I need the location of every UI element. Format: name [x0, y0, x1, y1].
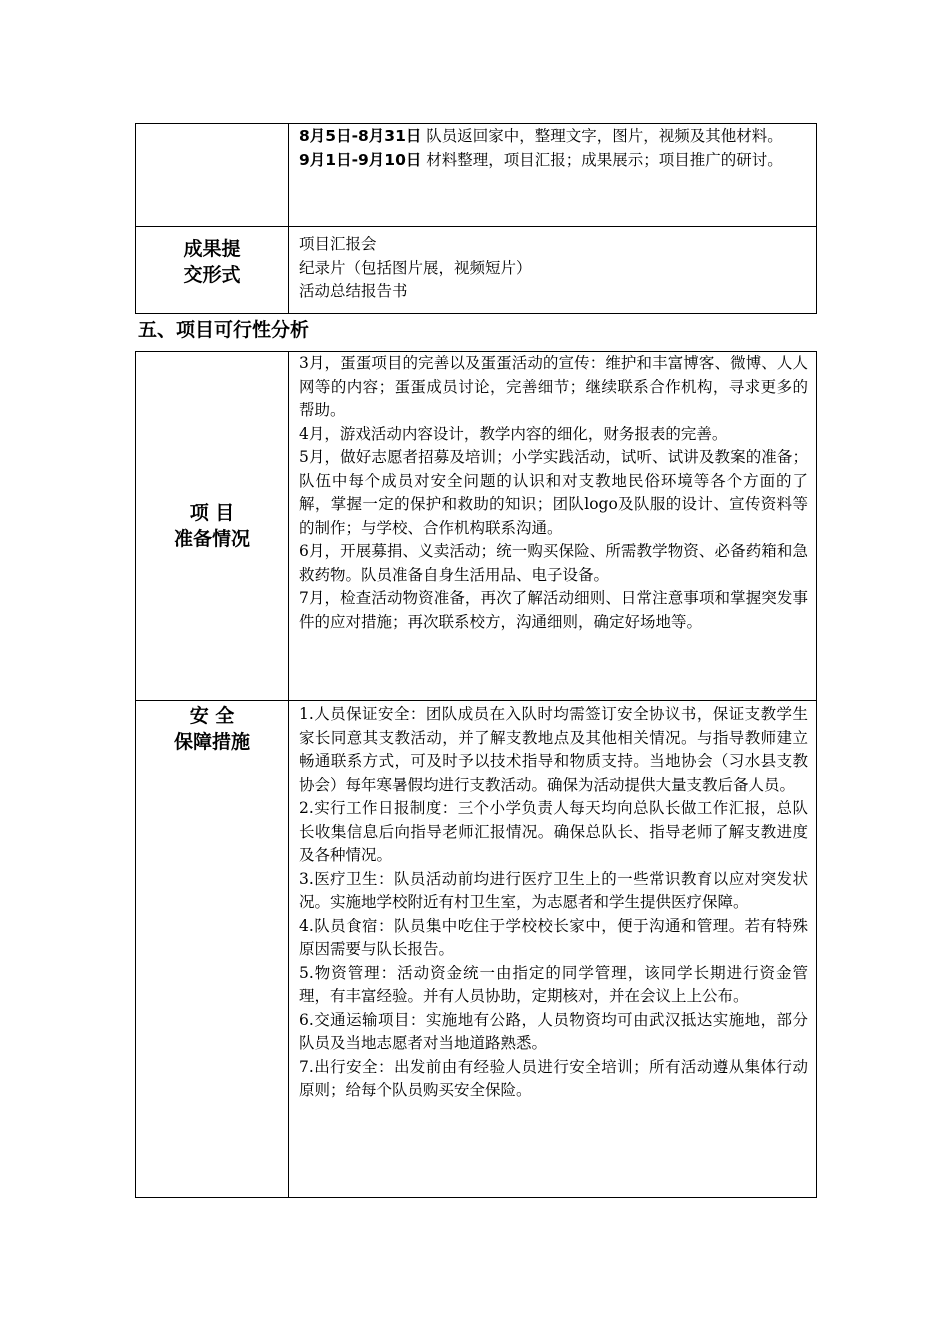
safety-paragraph: 2.实行工作日报制度：三个小学负责人每天均向总队长做工作汇报，总队长收集信息后向指导老师汇报情况。确保总队长、指导老师了解支教进度及各种情况。 [299, 799, 808, 864]
safety-paragraph: 5.物资管理：活动资金统一由指定的同学管理，该同学长期进行资金管理，有丰富经验。并有人员协助，定期核对，并在会议上上公布。 [299, 963, 808, 1005]
schedule-row [136, 124, 817, 227]
safety-paragraph: 7.出行安全：出发前由有经验人员进行安全培训；所有活动遵从集体行动原则；给每个队员购买安全保险。 [299, 1057, 808, 1099]
safety-header-line-2: 保障措施 [173, 731, 250, 753]
safety-paragraph: 1.人员保证安全：团队成员在入队时均需签订安全协议书，保证支教学生家长同意其支教活动，并了解支教地点及其他相关情况。与指导教师建立畅通联系方式，可及时予以技术指导和物质支持。当地协会（习水县支教协会）每年寒暑假均进行支教活动。确保为活动提供大量支教后备人员。 [299, 705, 808, 794]
results-item: 项目汇报会 [299, 235, 377, 253]
results-header-line-2: 交形式 [183, 264, 241, 286]
prep-paragraph: 7月，检查活动物资准备，再次了解活动细则、日常注意事项和掌握突发事件的应对措施；再次联系校方，沟通细则，确定好场地等。 [299, 589, 808, 631]
safety-row [136, 701, 817, 1198]
safety-header-line-1: 安 全 [189, 705, 235, 727]
results-header-cell [136, 227, 289, 314]
schedule-date-1: 8月5日-8月31日 [299, 127, 422, 145]
schedule-entry-2 [299, 149, 808, 173]
safety-paragraph: 6.交通运输项目：实施地有公路，人员物资均可由武汉抵达实施地，部分队员及当地志愿者对当地道路熟悉。 [299, 1010, 808, 1052]
safety-header-cell [136, 701, 289, 1198]
prep-paragraph: 5月，做好志愿者招募及培训；小学实践活动，试听、试讲及教案的准备；队伍中每个成员对安全问题的认识和对支教地民俗环境等各个方面的了解，掌握一定的保护和救助的知识；团队logo及队服的设计、宣传资料等的制作；与学校、合作机构联系沟通。 [299, 448, 808, 537]
safety-paragraph: 4.队员食宿：队员集中吃住于学校校长家中，便于沟通和管理。若有特殊原因需要与队长报告。 [299, 916, 808, 958]
schedule-date-2: 9月1日-9月10日 [299, 150, 422, 169]
prep-header-line-2: 准备情况 [173, 528, 250, 550]
prep-header-cell [136, 352, 289, 701]
prep-paragraph: 4月，游戏活动内容设计，教学内容的细化，财务报表的完善。 [299, 424, 728, 443]
schedule-table [135, 123, 817, 314]
safety-content-cell [289, 701, 817, 1198]
prep-content-cell [289, 352, 817, 701]
feasibility-table [135, 351, 817, 1198]
results-content-cell [289, 227, 817, 314]
results-row [136, 227, 817, 314]
empty-header-cell [136, 124, 289, 227]
prep-header-line-1: 项 目 [189, 502, 235, 524]
prep-paragraph: 3月，蛋蛋项目的完善以及蛋蛋活动的宣传：维护和丰富博客、微博、人人网等的内容；蛋蛋成员讨论，完善细节；继续联系合作机构，寻求更多的帮助。 [299, 354, 808, 419]
prep-row [136, 352, 817, 701]
section-title: 五、项目可行性分析 [138, 319, 310, 341]
schedule-text-1: 队员返回家中，整理文字，图片，视频及其他材料。 [426, 127, 783, 145]
schedule-entry-1 [299, 125, 808, 149]
schedule-cell [289, 124, 817, 227]
schedule-text-2: 材料整理，项目汇报；成果展示；项目推广的研讨。 [426, 150, 783, 169]
results-item: 活动总结报告书 [299, 282, 408, 300]
safety-paragraph: 3.医疗卫生：队员活动前均进行医疗卫生上的一些常识教育以应对突发状况。实施地学校附近有村卫生室，为志愿者和学生提供医疗保障。 [299, 869, 808, 911]
prep-paragraph: 6月，开展募捐、义卖活动；统一购买保险、所需教学物资、必备药箱和急救药物。队员准备自身生活用品、电子设备。 [299, 542, 808, 584]
results-header-line-1: 成果提 [183, 238, 241, 260]
results-item: 纪录片（包括图片展，视频短片） [299, 258, 532, 277]
